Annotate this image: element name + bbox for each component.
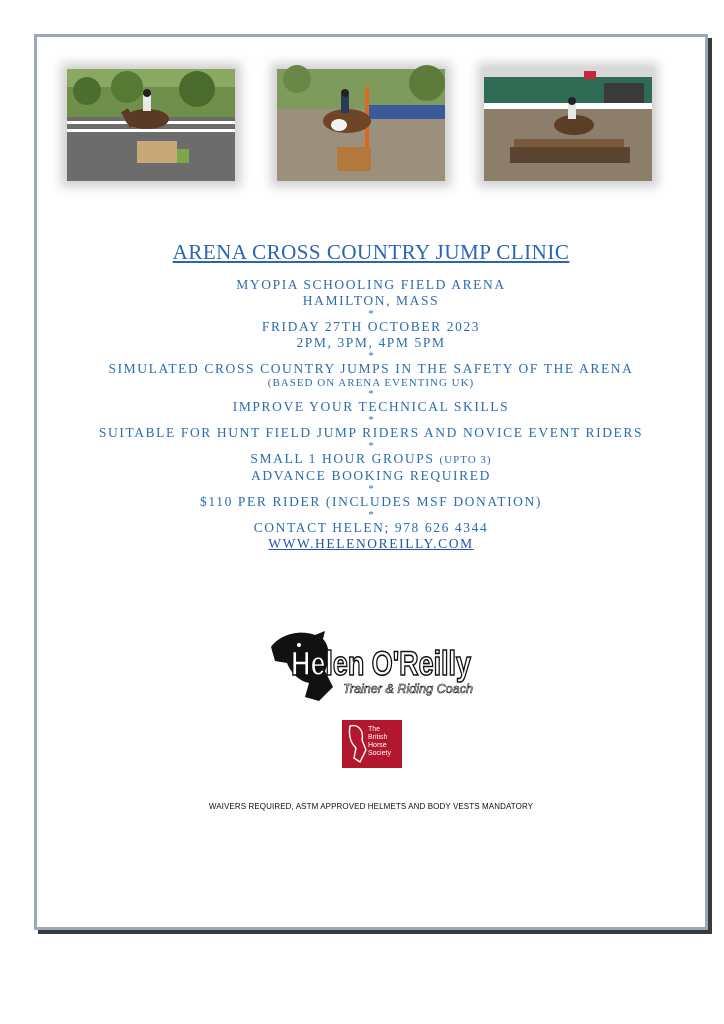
- website-link[interactable]: WWW.HELENOREILLY.COM: [268, 536, 474, 551]
- bhs-line: Horse: [368, 742, 387, 749]
- description-note: (BASED ON ARENA EVENTING UK): [267, 377, 475, 389]
- flyer-text: [37, 239, 705, 552]
- price-info: $110 PER RIDER (INCLUDES MSF DONATION): [200, 494, 542, 509]
- separator: *: [368, 350, 374, 362]
- venue-location: HAMILTON, MASS: [302, 293, 440, 308]
- group-size: SMALL 1 HOUR GROUPS: [250, 451, 435, 466]
- booking-info: ADVANCE BOOKING REQUIRED: [251, 468, 491, 483]
- separator: *: [368, 388, 374, 400]
- separator: *: [368, 483, 374, 495]
- event-suitability: SUITABLE FOR HUNT FIELD JUMP RIDERS AND NOVICE EVENT RIDERS: [98, 425, 644, 440]
- flyer-frame: [34, 34, 708, 930]
- logo-name: Helen O'Reilly: [291, 645, 472, 683]
- bhs-line: The: [368, 726, 381, 733]
- horse-jump-photo-1: [67, 69, 235, 181]
- event-times: 2PM, 3PM, 4PM 5PM: [296, 335, 446, 350]
- horse-jump-photo-3: [484, 69, 652, 181]
- british-horse-society-logo: [342, 720, 402, 768]
- bhs-horse-icon: [344, 720, 370, 768]
- event-description: SIMULATED CROSS COUNTRY JUMPS IN THE SAFETY OF THE ARENA: [108, 361, 634, 376]
- footer-note: WAIVERS REQUIRED, ASTM APPROVED HELMETS AND BODY VESTS MANDATORY: [208, 802, 534, 811]
- helen-oreilly-logo: [269, 627, 484, 705]
- flyer-title: ARENA CROSS COUNTRY JUMP CLINIC: [172, 240, 570, 264]
- contact-info: CONTACT HELEN; 978 626 4344: [253, 520, 489, 535]
- horse-jump-photo-2: [277, 69, 445, 181]
- separator: *: [368, 509, 374, 521]
- separator: *: [368, 414, 374, 426]
- logo-tagline: Trainer & Riding Coach: [343, 681, 473, 696]
- bhs-line: Society: [368, 750, 391, 757]
- separator: *: [368, 308, 374, 320]
- event-date: FRIDAY 27TH OCTOBER 2023: [261, 319, 481, 334]
- separator: *: [368, 440, 374, 452]
- event-benefit: IMPROVE YOUR TECHNICAL SKILLS: [232, 399, 510, 414]
- venue-name: MYOPIA SCHOOLING FIELD ARENA: [236, 277, 506, 292]
- bhs-line: British: [368, 734, 388, 741]
- bhs-text: [368, 726, 391, 758]
- group-info: [37, 451, 705, 468]
- group-note: (UPTO 3): [439, 454, 492, 466]
